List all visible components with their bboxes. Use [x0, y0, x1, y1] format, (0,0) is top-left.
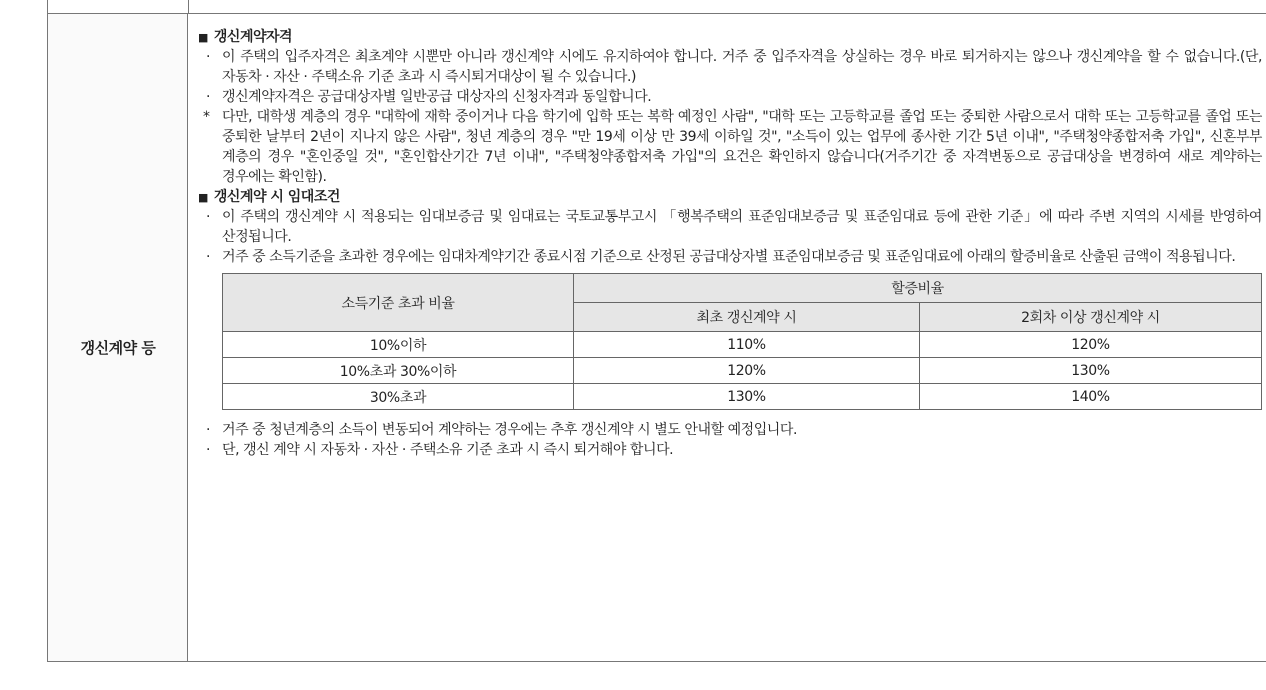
surcharge-group-header: 할증비율	[574, 274, 1262, 303]
bullet-text: 이 주택의 입주자격은 최초계약 시뿐만 아니라 갱신계약 시에도 유지하여야 합니다. 거주 중 입주자격을 상실하는 경우 바로 퇴거하지는 않으나 갱신계약을 할 수 없습니다.(단, 자동차 · 자산 · 주택소유 기준 초과 시 즉시퇴거대상이 될 수 있습니다.)	[222, 49, 1262, 85]
first-renewal-header: 최초 갱신계약 시	[574, 303, 920, 332]
second-renewal-header: 2회차 이상 갱신계약 시	[920, 303, 1262, 332]
bullet-item	[198, 440, 1262, 460]
table-header-row	[223, 274, 1262, 303]
section-heading-renewal-terms	[198, 187, 1262, 207]
row-label-cell	[48, 14, 188, 661]
bullet-item	[198, 87, 1262, 107]
table-row	[223, 384, 1262, 410]
range-cell: 10%초과 30%이하	[223, 358, 574, 384]
bullet-item	[198, 47, 1262, 87]
first-rate-cell: 130%	[574, 384, 920, 410]
range-cell: 10%이하	[223, 332, 574, 358]
column-divider	[188, 0, 189, 13]
dot-bullet-icon: ·	[206, 422, 211, 438]
table-row	[223, 358, 1262, 384]
first-rate-cell: 120%	[574, 358, 920, 384]
income-excess-header: 소득기준 초과 비율	[223, 274, 574, 332]
bullet-text: 단, 갱신 계약 시 자동차 · 자산 · 주택소유 기준 초과 시 즉시 퇴거해야 합니다.	[222, 442, 674, 458]
section-heading-renewal-qualification	[198, 27, 1262, 47]
asterisk-icon: *	[203, 109, 210, 125]
asterisk-note	[198, 107, 1262, 187]
first-rate-cell: 110%	[574, 332, 920, 358]
bullet-text: 이 주택의 갱신계약 시 적용되는 임대보증금 및 임대료는 국토교통부고시 「행복주택의 표준임대보증금 및 표준임대료 등에 관한 기준」에 따라 주변 지역의 시세를 반영하여 산정됩니다.	[222, 209, 1262, 245]
bullet-text: 갱신계약자격은 공급대상자별 일반공급 대상자의 신청자격과 동일합니다.	[222, 89, 652, 105]
surcharge-table	[222, 273, 1262, 410]
square-bullet-icon: ■	[198, 31, 208, 44]
square-bullet-icon: ■	[198, 191, 208, 204]
second-rate-cell: 140%	[920, 384, 1262, 410]
surcharge-table-wrapper	[222, 273, 1262, 410]
dot-bullet-icon: ·	[206, 442, 211, 458]
dot-bullet-icon: ·	[206, 209, 211, 225]
footnotes	[198, 420, 1262, 460]
range-cell: 30%초과	[223, 384, 574, 410]
table-row	[223, 332, 1262, 358]
heading-text: 갱신계약자격	[213, 29, 293, 45]
bullet-item	[198, 420, 1262, 440]
second-rate-cell: 130%	[920, 358, 1262, 384]
dot-bullet-icon: ·	[206, 49, 211, 65]
bullet-item	[198, 207, 1262, 247]
bullet-item	[198, 247, 1262, 267]
previous-row-strip	[48, 0, 1266, 14]
heading-text: 갱신계약 시 임대조건	[213, 189, 340, 205]
row-content	[198, 27, 1262, 460]
bullet-text: 거주 중 소득기준을 초과한 경우에는 임대차계약기간 종료시점 기준으로 산정된 공급대상자별 표준임대보증금 및 표준임대료에 아래의 할증비율로 산출된 금액이 적용됩니다.	[222, 249, 1236, 265]
dot-bullet-icon: ·	[206, 89, 211, 105]
conditions-table	[47, 0, 1266, 662]
note-text: 다만, 대학생 계층의 경우 "대학에 재학 중이거나 다음 학기에 입학 또는 복학 예정인 사람", "대학 또는 고등학교를 졸업 또는 중퇴한 사람으로서 대학 또는 고등학교를 졸업 또는 중퇴한 날부터 2년이 지나지 않은 사람", 청년 계층의 경우 "만 19세 이상 만 39세 이하일 것", "소득이 있는 업무에 종사한 기간 5년 이내", "주택청약종합저축 가입", 신혼부부 계층의 경우 "혼인중일 것", "혼인합산기간 7년 이내", "주택청약종합저축 가입"의 요건은 확인하지 않습니다(거주기간 중 자격변동으로 공급대상을 변경하여 새로 계약하는 경우에는 확인함).	[222, 109, 1262, 185]
row-label: 갱신계약 등	[80, 339, 156, 357]
bullet-text: 거주 중 청년계층의 소득이 변동되어 계약하는 경우에는 추후 갱신계약 시 별도 안내할 예정입니다.	[222, 422, 797, 438]
second-rate-cell: 120%	[920, 332, 1262, 358]
dot-bullet-icon: ·	[206, 249, 211, 265]
